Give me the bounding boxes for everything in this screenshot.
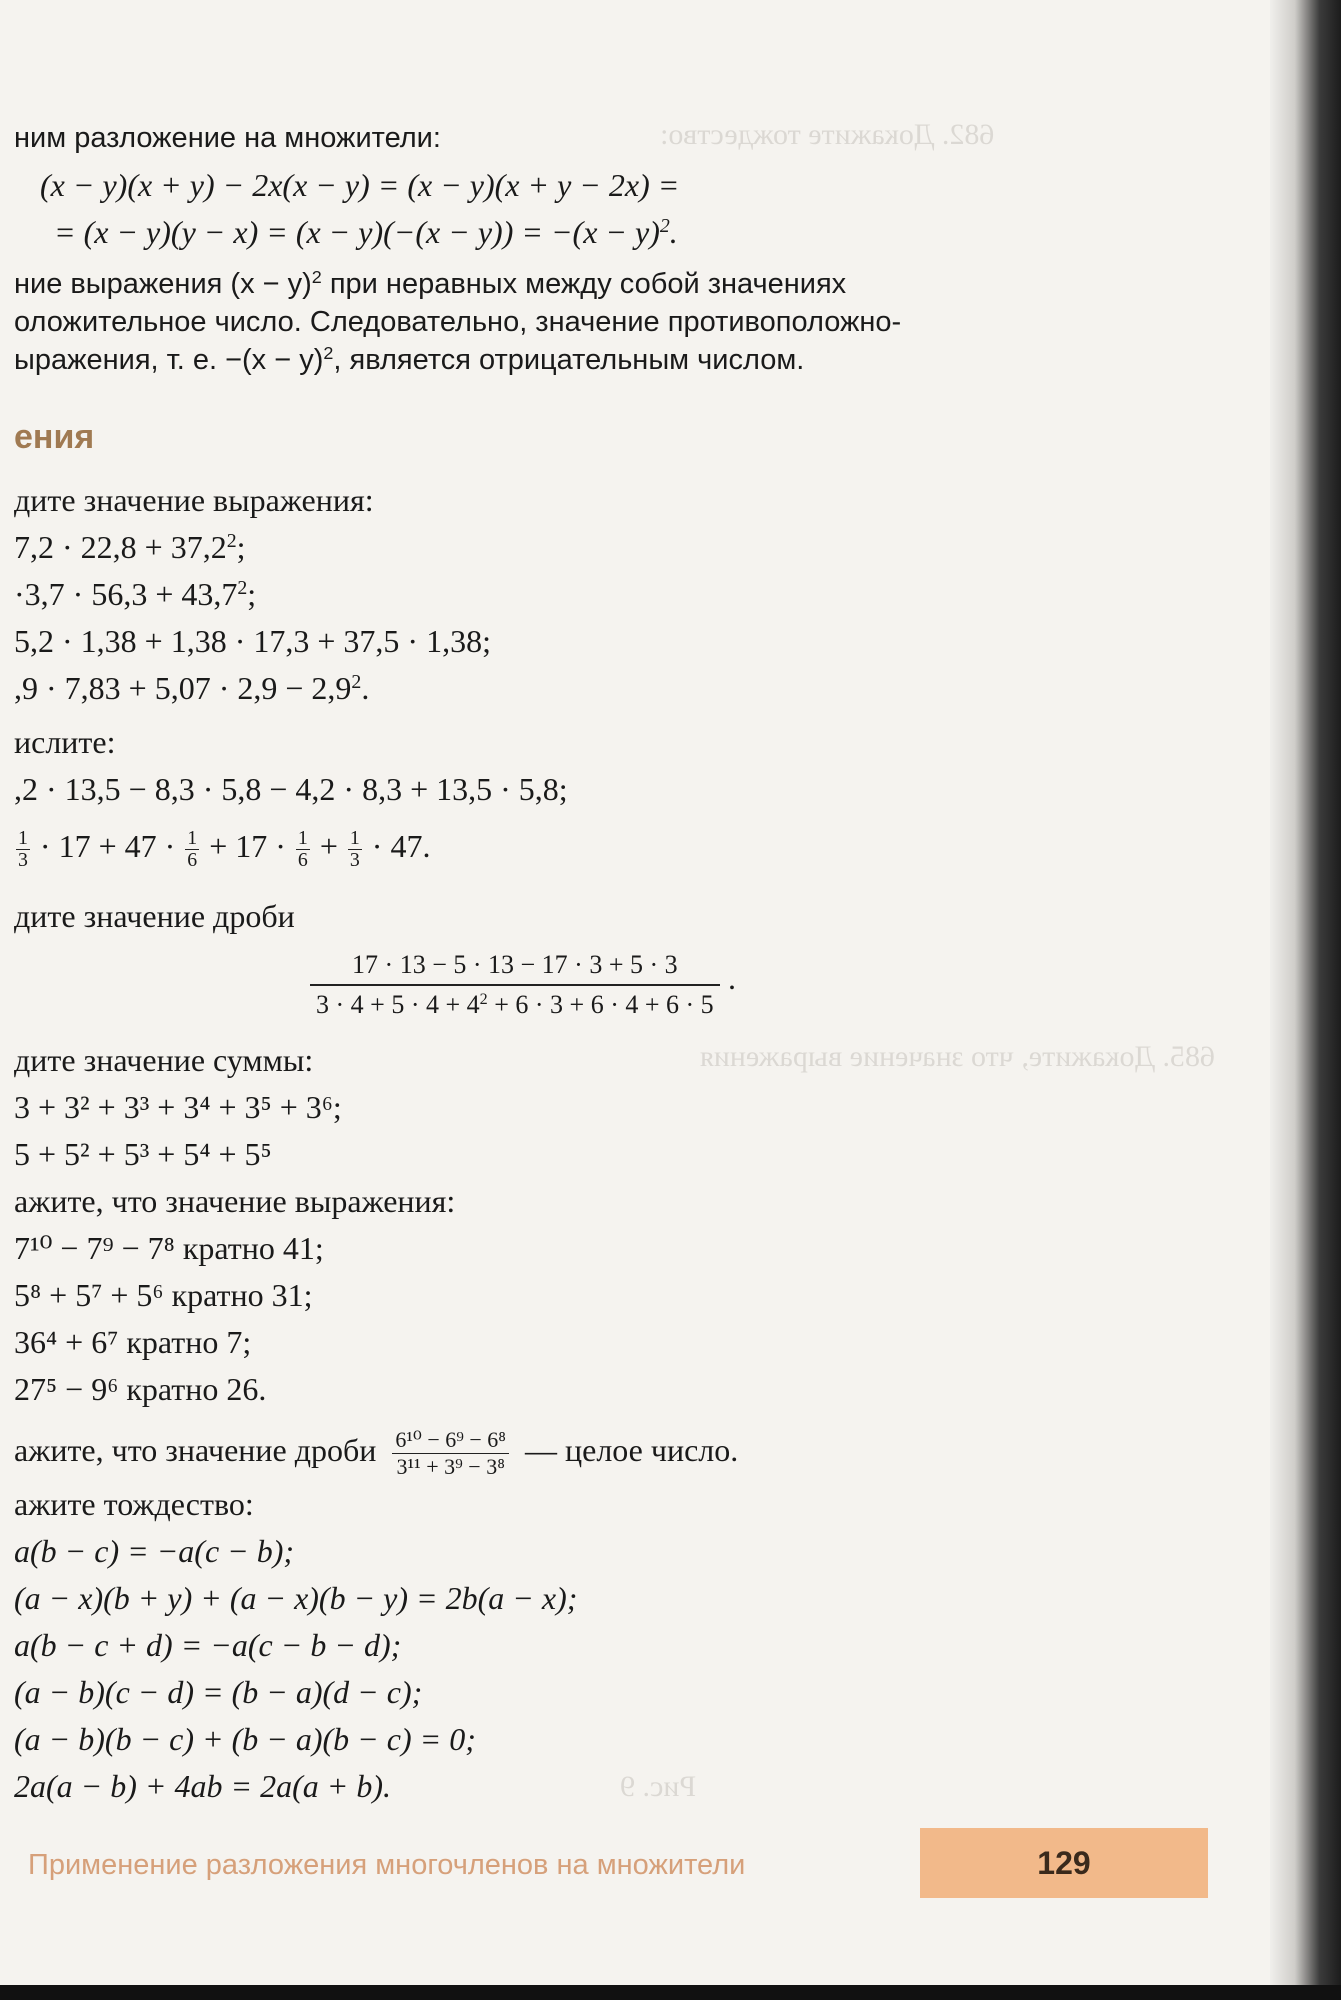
book-spine-shadow [1270, 0, 1341, 2000]
exercise-item: a(b − c) = −a(c − b); [14, 1533, 295, 1569]
scan-edge [0, 1985, 1341, 2000]
equation-line: = $(x - y)(y - x) = (x - y)(-(x - y)) = -(x - y)^2$. [54, 214, 678, 250]
page-number: 129 [920, 1828, 1208, 1898]
exercise-item: 5⁸ + 5⁷ + 5⁶ кратно 31; [14, 1277, 313, 1313]
exercise-item: 3 + 3² + 3³ + 3⁴ + 3⁵ + 3⁶; [14, 1089, 342, 1125]
exercise-item: 27⁵ − 9⁶ кратно 26. [14, 1371, 267, 1407]
exercise-item: 5,2 · 1,38 + 1,38 · 17,3 + 37,5 · 1,38; [14, 623, 491, 659]
exercise-item: ,2 · 13,5 − 8,3 · 5,8 − 4,2 · 8,3 + 13,5 · 5,8; [14, 771, 568, 807]
exercise-item: 36⁴ + 6⁷ кратно 7; [14, 1324, 252, 1360]
exercise-item: a(b − c + d) = −a(c − b − d); [14, 1627, 402, 1663]
exercise-item: (a − b)(b − c) + (b − a)(b − c) = 0; [14, 1721, 476, 1757]
exercise-item: $\frac{1}{3}$ · 17 + 47 · $\frac{1}{6}$ + 17 · $\frac{1}{6}$ + $\frac{1}{3}$ · 47. [18, 827, 431, 872]
exercise-item: 7¹⁰ − 7⁹ − 7⁸ кратно 41; [14, 1230, 324, 1266]
exercise-item: (a − b)(c − d) = (b − a)(d − c); [14, 1674, 423, 1710]
fraction-end: . [728, 960, 736, 996]
show-through-text: 685. Докажите, что значение выражения [700, 1040, 1215, 1073]
exercise-item: $7,2 \cdot 22,8 + 37,2^2$; [14, 529, 246, 565]
exercise-title: дите значение выражения: [14, 482, 374, 518]
exercise-title: дите значение дроби [14, 898, 295, 934]
exercise-item: $,9 \cdot 7,83 + 5,07 \cdot 2,9 - 2,9^2$. [14, 670, 370, 706]
exercise-title: ислите: [14, 724, 116, 760]
equation-line: (x − y)(x + y) − 2x(x − y) = (x − y)(x + y − 2x) = [40, 167, 680, 203]
exercise-title: ажите, что значение выражения: [14, 1183, 456, 1219]
fraction-expression: 17 · 13 − 5 · 13 − 17 · 3 + 5 · 3 $3 \cdot 4 + 5 \cdot 4 + 4^2 + 6 \cdot 3 + 6 \cdot 4 + 6 \cdot 5$ [310, 948, 720, 1020]
show-through-text: 682. Докажите тождество: [660, 118, 995, 151]
exercise-title: ажите тождество: [14, 1486, 254, 1522]
show-through-text: Рис. 9 [620, 1770, 697, 1803]
intro-line: ним разложение на множители: [14, 122, 441, 154]
fraction-expression: $\frac{\text{6¹⁰ − 6⁹ − 6⁸}}{\text{3¹¹ + 3⁹ − 3⁸}}$ [392, 1427, 509, 1481]
exercise-item: 5 + 5² + 5³ + 5⁴ + 5⁵ [14, 1136, 272, 1172]
exercise-title: ажите, что значение дроби $\frac{\text{6¹⁰ − 6⁹ − 6⁸}}{\text{3¹¹ + 3⁹ − 3⁸}}$ — целое число. [14, 1426, 739, 1480]
exercise-title: дите значение суммы: [14, 1042, 314, 1078]
running-footer: Применение разложения многочленов на множители [28, 1849, 746, 1881]
exercise-item: (a − x)(b + y) + (a − x)(b − y) = 2b(a − x); [14, 1580, 578, 1616]
intro-line: ыражения, т. е. $-(x - y)^2$, является отрицательным числом. [14, 343, 805, 376]
intro-line: ние выражения $(x - y)^2$ при неравных между собой значениях [14, 267, 847, 300]
exercise-item: $\cdot 3,7 \cdot 56,3 + 43,7^2$; [14, 576, 257, 612]
exercise-item: 2a(a − b) + 4ab = 2a(a + b). [14, 1768, 391, 1804]
section-heading: ения [14, 418, 95, 456]
intro-line: оложительное число. Следовательно, значение противоположно- [14, 306, 902, 338]
